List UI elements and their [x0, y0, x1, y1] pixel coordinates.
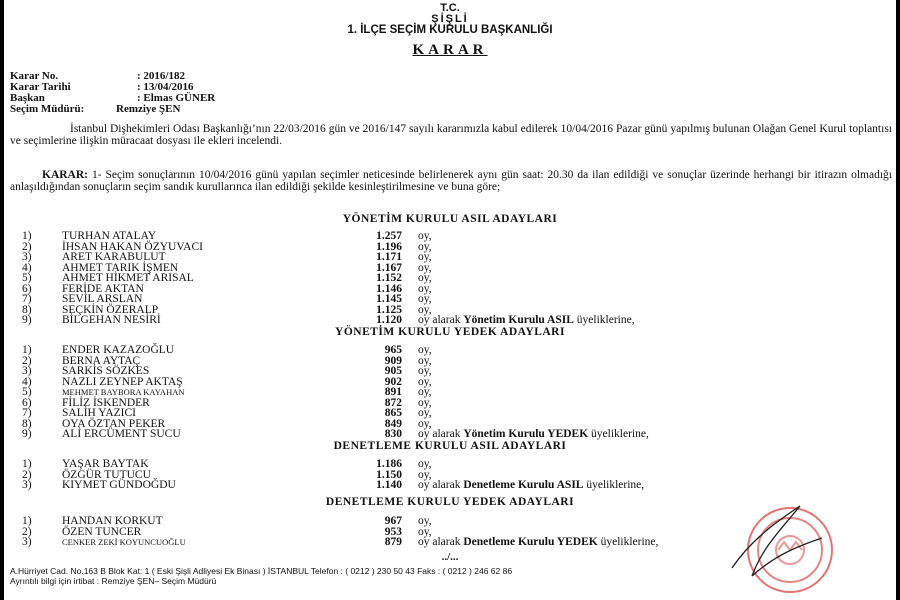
footer-address: A.Hürriyet Cad. No.163 B Blok Kat: 1 ( Eski Şişli Adliyesi Ek Binası ) İSTANBUL Telefon : ( 0212 ) 230 50 43 Faks : ( 0212 ) 246 62 86	[10, 566, 513, 576]
membership-tail: üyeliklerine,	[583, 479, 645, 491]
vote-count: 1.196	[376, 240, 402, 253]
vote-count: 909	[384, 354, 402, 367]
vote-count: 1.186	[376, 458, 402, 470]
meta-key: Başkan	[10, 92, 45, 104]
vote-unit: oy,	[418, 515, 432, 527]
candidate-name: ARET KARABULUT	[62, 251, 166, 263]
candidate-name: BİLGEHAN NESİRİ	[62, 314, 161, 326]
decision-paragraph	[10, 170, 892, 193]
candidate-row	[22, 387, 882, 398]
candidate-name: ENDER KAZAZOĞLU	[62, 344, 175, 356]
section-title: YÖNETİM KURULU YEDEK ADAYLARI	[335, 326, 565, 338]
vote-count: 965	[384, 344, 402, 356]
vote-count: 1.167	[376, 261, 402, 274]
candidate-row	[22, 273, 882, 284]
candidate-row	[22, 356, 882, 367]
vote-count: 1.140	[376, 479, 402, 491]
vote-unit: oy,	[418, 525, 432, 538]
document-page	[4, 0, 896, 600]
vote-suffix	[418, 315, 635, 326]
candidate-name: SEVİL ARSLAN	[62, 293, 143, 305]
vote-unit: oy,	[418, 386, 432, 398]
row-number: 4)	[22, 375, 32, 388]
vote-count: 1.152	[376, 272, 402, 284]
row-number: 3)	[22, 536, 32, 548]
row-number: 5)	[22, 386, 32, 398]
candidate-name: YAŞAR BAYTAK	[62, 458, 149, 470]
candidate-name: SALİH YAZICI	[62, 407, 136, 419]
candidate-name: KIYMET GÜNDOĞDU	[62, 479, 176, 491]
candidate-name: AHMET HİKMET ARISAL	[62, 272, 194, 284]
membership-tail: üyeliklerine,	[588, 428, 649, 440]
meta-value: : Elmas GÜNER	[137, 92, 216, 104]
section-title: DENETLEME KURULU ASIL ADAYLARI	[333, 440, 567, 452]
row-number: 9)	[22, 428, 32, 440]
candidate-row	[22, 315, 882, 326]
document-title: KARAR	[412, 42, 488, 58]
vote-unit: oy,	[418, 230, 432, 242]
candidate-row	[22, 377, 882, 388]
decision-lead: KARAR:	[42, 169, 88, 181]
meta-key: Seçim Müdürü:	[10, 103, 85, 115]
vote-suffix	[418, 429, 649, 440]
row-number: 6)	[22, 282, 32, 295]
candidate-row	[22, 252, 882, 263]
candidate-list	[22, 345, 882, 440]
vote-suffix	[418, 480, 644, 491]
vote-count: 1.120	[376, 314, 402, 326]
row-number: 2)	[22, 525, 32, 538]
continuation-mark: ../...	[441, 551, 459, 563]
vote-count: 1.146	[376, 282, 402, 295]
vote-unit: oy,	[418, 396, 432, 409]
vote-count: 967	[384, 515, 402, 527]
vote-unit: oy,	[418, 261, 432, 274]
vote-count: 872	[384, 396, 402, 409]
signature-scribble	[732, 506, 822, 576]
candidate-row	[22, 480, 882, 491]
row-number: 3)	[22, 365, 32, 377]
vote-unit: oy,	[418, 417, 432, 430]
vote-count: 1.145	[376, 293, 402, 305]
section-title: YÖNETİM KURULU ASIL ADAYLARI	[342, 213, 558, 225]
candidate-name: MEHMET BAYBORA KAYAHAN	[62, 387, 185, 397]
candidate-name: FİLİZ İSKENDER	[62, 396, 150, 409]
candidate-name: ALİ ERCÜMENT SUCU	[62, 428, 181, 440]
membership-tail: üyeliklerine,	[573, 314, 635, 326]
vote-count: 1.257	[376, 230, 402, 242]
vote-unit: oy,	[418, 458, 432, 470]
board-designation: Yönetim Kurulu YEDEK	[463, 428, 589, 440]
vote-unit: oy,	[418, 354, 432, 367]
candidate-name: CENKER ZEKİ KOYUNCUOĞLU	[62, 537, 186, 547]
decision-meta	[10, 71, 215, 115]
header-district: ŞİŞLİ	[431, 13, 469, 25]
header-tc: T.C.	[440, 2, 460, 14]
meta-value: : 13/04/2016	[137, 81, 194, 93]
official-seal-stamp	[722, 498, 842, 598]
row-number: 3)	[22, 251, 32, 263]
row-number: 6)	[22, 396, 32, 409]
board-designation: Yönetim Kurulu ASIL	[463, 314, 574, 326]
row-number: 8)	[22, 303, 32, 316]
candidate-name: FERİDE AKTAN	[62, 282, 144, 295]
vote-unit: oy,	[418, 293, 432, 305]
candidate-row	[22, 429, 882, 440]
candidate-name: BERNA AYTAÇ	[62, 354, 141, 367]
vote-count: 902	[384, 375, 402, 388]
vote-count: 1.171	[376, 251, 402, 263]
meta-key: Karar Tarihi	[10, 81, 71, 93]
row-number: 2)	[22, 240, 32, 253]
vote-suffix	[418, 537, 658, 548]
vote-count: 953	[384, 525, 402, 538]
candidate-row	[22, 231, 882, 242]
vote-unit: oy,	[418, 251, 432, 263]
candidate-name: ÖZGÜR TUTUCU	[62, 468, 151, 481]
meta-value: Remziye ŞEN	[116, 103, 181, 115]
board-designation: Denetleme Kurulu ASIL	[463, 479, 584, 491]
vote-unit: oy,	[418, 468, 432, 481]
vote-unit: oy alarak	[418, 536, 464, 548]
row-number: 3)	[22, 479, 32, 491]
vote-unit: oy alarak	[418, 479, 464, 491]
meta-value: : 2016/182	[137, 70, 185, 82]
candidate-row	[22, 366, 882, 377]
vote-unit: oy,	[418, 272, 432, 284]
candidate-name: SARKİS SÖZKES	[62, 365, 150, 377]
vote-unit: oy,	[418, 407, 432, 419]
candidate-row	[22, 459, 882, 470]
candidate-name: İHSAN HAKAN ÖZYUVACI	[62, 240, 203, 253]
vote-count: 879	[384, 536, 402, 548]
row-number: 4)	[22, 261, 32, 274]
vote-count: 905	[384, 365, 402, 377]
row-number: 1)	[22, 344, 32, 356]
row-number: 2)	[22, 468, 32, 481]
vote-unit: oy alarak	[418, 314, 464, 326]
row-number: 7)	[22, 293, 32, 305]
decision-text: 1- Seçim sonuçlarının 10/04/2016 günü yapılan seçimler neticesinde belirlenerek aynı gün saat: 20.30 da ilan edildiği ve sonuçlar üzerinde herhangi bir itirazın olmadığı anlaşıldığından sonuçların seçim sandık kurullarınca ilan edildiği şekilde kesinleştirilmesine ve buna göre;	[10, 169, 892, 193]
vote-unit: oy alarak	[418, 428, 464, 440]
candidate-row	[22, 408, 882, 419]
meta-row	[10, 104, 215, 115]
row-number: 7)	[22, 407, 32, 419]
vote-count: 849	[384, 417, 402, 430]
candidate-row	[22, 398, 882, 409]
vote-unit: oy,	[418, 365, 432, 377]
candidate-name: TURHAN ATALAY	[62, 230, 157, 242]
vote-count: 865	[384, 407, 402, 419]
row-number: 1)	[22, 458, 32, 470]
footer-contact: Ayrıntılı bilgi için irtibat : Remziye ŞEN– Seçim Müdürü	[10, 576, 217, 586]
candidate-row	[22, 284, 882, 295]
footer	[10, 566, 512, 586]
candidate-name: SEÇKİN ÖZERALP	[62, 303, 159, 316]
candidate-name: NAZLI ZEYNEP AKTAŞ	[62, 375, 183, 388]
row-number: 5)	[22, 272, 32, 284]
vote-count: 1.125	[376, 303, 402, 316]
candidate-name: ÖZEN TUNCER	[62, 525, 142, 538]
candidate-row	[22, 294, 882, 305]
row-number: 1)	[22, 515, 32, 527]
vote-unit: oy,	[418, 303, 432, 316]
vote-count: 830	[384, 428, 402, 440]
row-number: 8)	[22, 417, 32, 430]
meta-key: Karar No.	[10, 70, 59, 82]
candidate-name: AHMET TARIK İŞMEN	[62, 261, 179, 274]
vote-unit: oy,	[418, 240, 432, 253]
vote-unit: oy,	[418, 344, 432, 356]
vote-count: 1.150	[376, 468, 402, 481]
candidate-list	[22, 231, 882, 326]
candidate-name: HANDAN KORKUT	[62, 515, 163, 527]
vote-unit: oy,	[418, 375, 432, 388]
row-number: 1)	[22, 230, 32, 242]
vote-unit: oy,	[418, 282, 432, 295]
header-board: 1. İLÇE SEÇİM KURULU BAŞKANLIĞI	[347, 24, 553, 36]
candidate-row	[22, 345, 882, 356]
membership-tail: üyeliklerine,	[597, 536, 659, 548]
board-designation: Denetleme Kurulu YEDEK	[463, 536, 598, 548]
row-number: 9)	[22, 314, 32, 326]
candidate-name: OYA ÖZTAN PEKER	[62, 417, 166, 430]
intro-text: İstanbul Dişhekimleri Odası Başkanlığı’nın 22/03/2016 gün ve 2016/147 sayılı kararımızla kabul edilerek 10/04/2016 Pazar günü yapılmış bulunan Olağan Genel Kurul toplantısı ve seçimlerine ilişkin müracaat dosyası ile ekleri incelendi.	[10, 123, 892, 147]
section-title: DENETLEME KURULU YEDEK ADAYLARI	[325, 496, 575, 508]
intro-paragraph	[10, 124, 892, 147]
vote-count: 891	[384, 386, 402, 398]
candidate-list	[22, 459, 882, 491]
row-number: 2)	[22, 354, 32, 367]
